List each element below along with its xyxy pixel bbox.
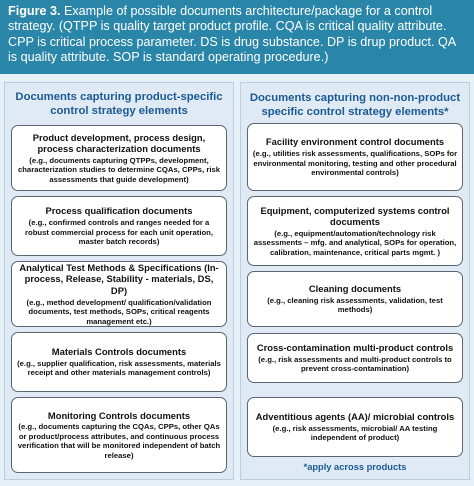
left-box-4-detail: (e.g., supplier qualification, risk assessments, materials receipt and other materials management controls)	[17, 358, 221, 378]
right-box-4-detail: (e.g., risk assessments and multi-product controls to prevent cross-contamination)	[258, 354, 452, 374]
non-product-specific-panel	[240, 82, 470, 480]
left-box-3-detail: (e.g., method development/ qualification/validation documents, test methods, SOPs, critical reagents management etc.)	[26, 297, 212, 326]
left-box-4-title: Materials Controls documents	[51, 346, 187, 358]
right-box-5-detail: (e.g., risk assessments, microbial/ AA testing independent of product)	[272, 423, 438, 443]
figure-caption	[0, 0, 474, 74]
left-box-5	[11, 397, 227, 473]
right-box-2	[247, 196, 463, 266]
right-box-4-title: Cross-contamination multi-product controls	[256, 342, 454, 354]
left-box-1-title: Product development, process design, process characterization documents	[32, 131, 206, 155]
product-specific-panel	[4, 82, 234, 480]
right-box-4	[247, 333, 463, 383]
right-column-heading: Documents capturing non-non-product specific control strategy elements*	[249, 92, 461, 118]
figure-label: Figure 3.	[8, 4, 61, 18]
right-box-1-title: Facility environment control documents	[265, 136, 445, 148]
left-box-2-detail: (e.g., confirmed controls and ranges needed for a robust commercial process for each unit operation, master batch records)	[25, 217, 213, 247]
right-box-3-title: Cleaning documents	[308, 283, 402, 295]
right-box-2-detail: (e.g., equipment/automation/technology risk assessments – mfg. and analytical, SOPs for operation, calibration, maintenance, critical parts mgmt. )	[253, 228, 457, 257]
right-box-1	[247, 123, 463, 191]
left-box-1	[11, 125, 227, 191]
left-column-heading: Documents capturing product-specific control strategy elements	[15, 91, 223, 117]
footnote: *apply across products	[303, 462, 407, 472]
right-box-2-title: Equipment, computerized systems control documents	[260, 204, 450, 228]
right-box-5	[247, 397, 463, 457]
left-box-5-detail: (e.g., documents capturing the CQAs, CPPs, other QAs or product/process attributes, and continuous process verification that will be monitored independent of batch release)	[17, 422, 221, 460]
right-box-3	[247, 271, 463, 327]
right-box-5-title: Adventitious agents (AA)/ microbial controls	[255, 411, 455, 423]
left-box-4	[11, 332, 227, 392]
left-box-1-detail: (e.g., documents capturing QTPPs, development, characterization studies to determine CQAs, CPPs, risk assessments that guide development)	[17, 155, 221, 184]
left-box-3	[11, 261, 227, 327]
left-box-5-title: Monitoring Controls documents	[47, 409, 191, 421]
caption-text: Example of possible documents architecture/package for a control strategy. (QTPP is quality target product profile. CQA is critical quality attribute. CPP is critical process parameter. DS is drug substance. DP is drup product. QA is quality attribute. SOP is standard operating procedure.)	[8, 4, 456, 65]
right-box-1-detail: (e.g., utilities risk assessments, qualifications, SOPs for environmental monitoring, testing and other procedural environmental controls)	[252, 148, 458, 178]
left-box-3-title: Analytical Test Methods & Specifications (In-process, Release, Stability - materials, DS, DP)	[19, 261, 219, 296]
left-box-2-title: Process qualification documents	[45, 205, 193, 217]
left-box-2	[11, 196, 227, 256]
right-box-3-detail: (e.g., cleaning risk assessments, validation, test methods)	[267, 295, 443, 315]
